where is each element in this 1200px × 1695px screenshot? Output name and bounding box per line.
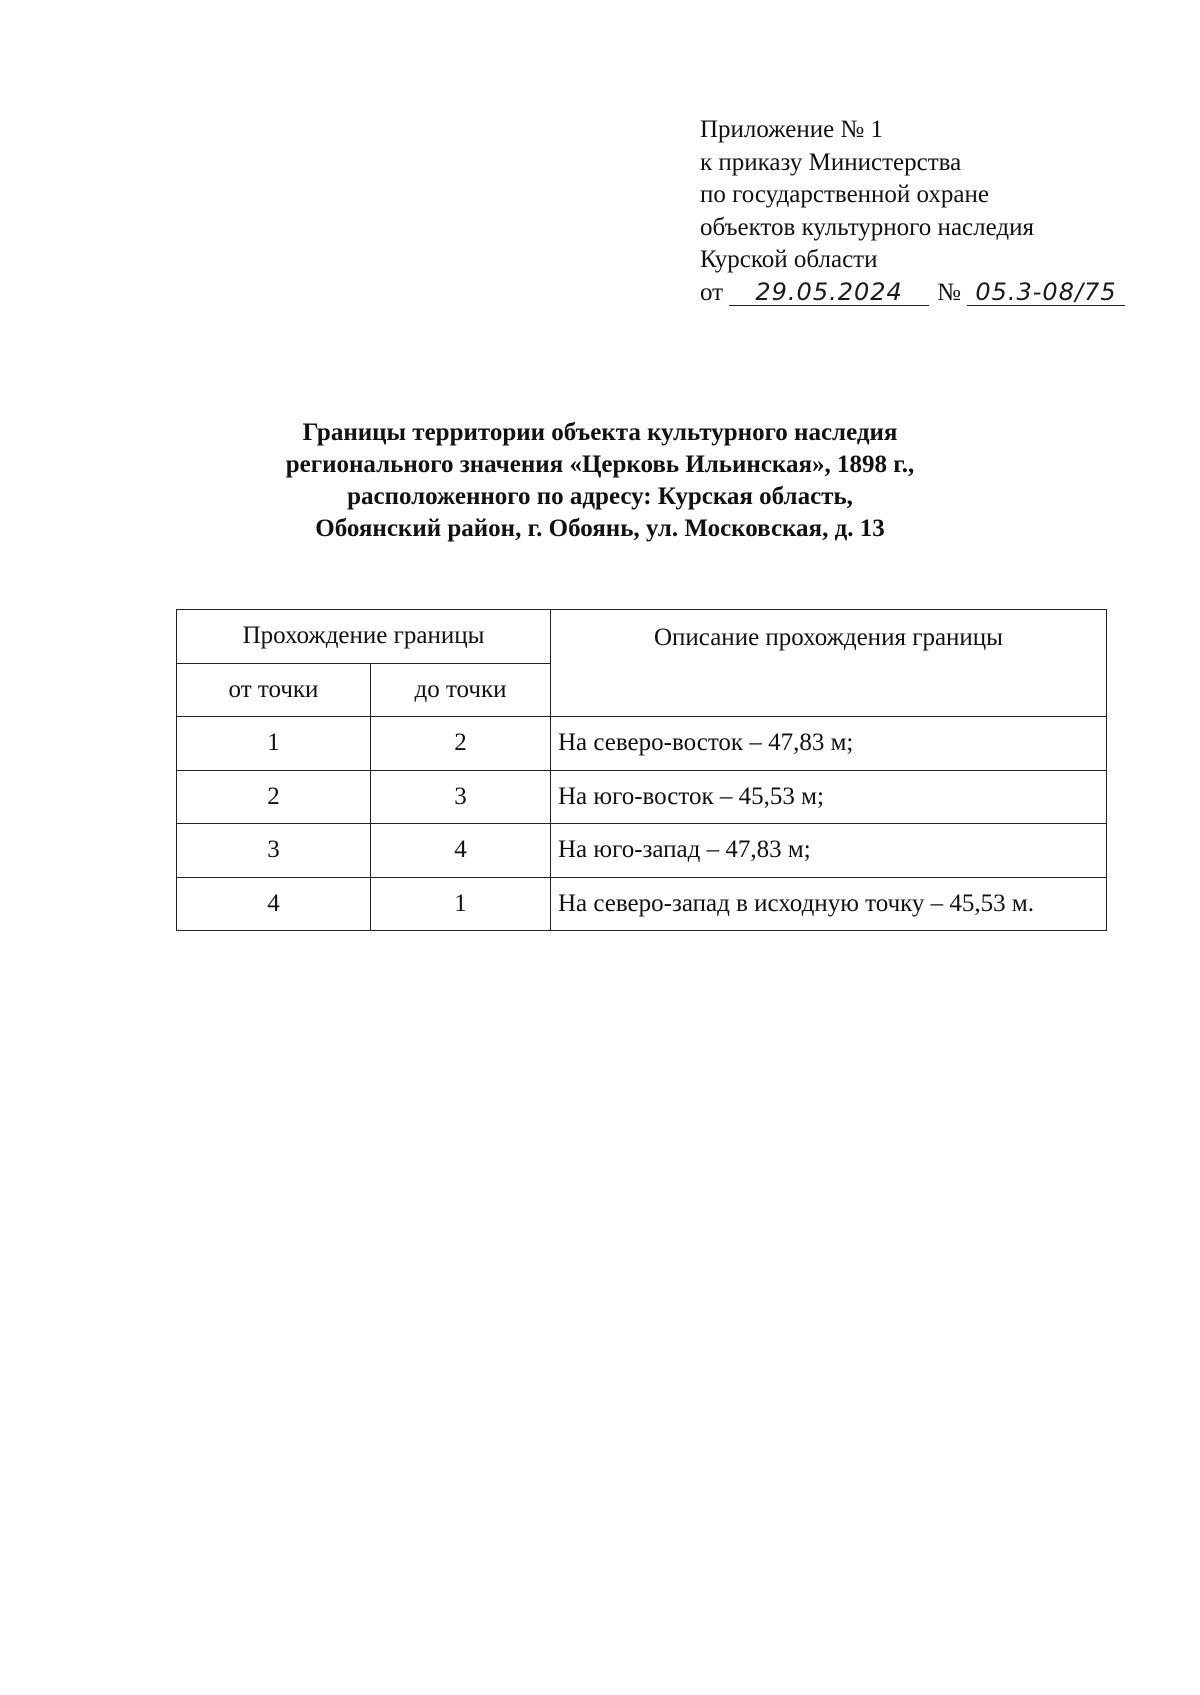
header-passage: Прохождение границы — [177, 610, 551, 664]
number-label: № — [937, 278, 961, 306]
header-from-point: от точки — [177, 663, 371, 717]
title-line-2: регионального значения «Церковь Ильинская», 1898 г., — [285, 451, 915, 478]
appendix-line-4: объектов культурного наследия — [700, 213, 1034, 241]
table-row — [177, 877, 1107, 931]
title-line-3: расположенного по адресу: Курская область, — [347, 483, 853, 510]
title-line-4: Обоянский район, г. Обоянь, ул. Московская, д. 13 — [315, 515, 885, 542]
cell-from: 2 — [177, 770, 371, 824]
order-date-number-line — [700, 277, 1170, 311]
cell-description: На северо-восток – 47,83 м; — [551, 717, 1107, 771]
order-date-handwritten: 29.05.2024 — [729, 279, 929, 306]
header-to-point: до точки — [371, 663, 551, 717]
from-label: от — [700, 278, 724, 306]
cell-to: 4 — [371, 824, 551, 878]
cell-description: На юго-восток – 45,53 м; — [551, 770, 1107, 824]
cell-from: 1 — [177, 717, 371, 771]
appendix-line-2: к приказу Министерства — [700, 148, 962, 176]
header-description: Описание прохождения границы — [551, 610, 1107, 717]
document-title — [150, 417, 1050, 545]
table-row — [177, 717, 1107, 771]
cell-to: 3 — [371, 770, 551, 824]
appendix-line-1: Приложение № 1 — [700, 116, 884, 143]
boundary-table — [176, 609, 1107, 931]
table-row — [177, 770, 1107, 824]
table-header-row — [177, 610, 1107, 664]
cell-description: На северо-запад в исходную точку – 45,53 м. — [551, 877, 1107, 931]
appendix-block — [700, 114, 1170, 311]
cell-from: 3 — [177, 824, 371, 878]
cell-from: 4 — [177, 877, 371, 931]
cell-description: На юго-запад – 47,83 м; — [551, 824, 1107, 878]
cell-to: 2 — [371, 717, 551, 771]
cell-to: 1 — [371, 877, 551, 931]
appendix-line-3: по государственной охране — [700, 181, 990, 208]
title-line-1: Границы территории объекта культурного наследия — [302, 419, 898, 446]
table-row — [177, 824, 1107, 878]
order-number-handwritten: 05.3-08/75 — [967, 279, 1125, 306]
appendix-line-5: Курской области — [700, 246, 878, 273]
